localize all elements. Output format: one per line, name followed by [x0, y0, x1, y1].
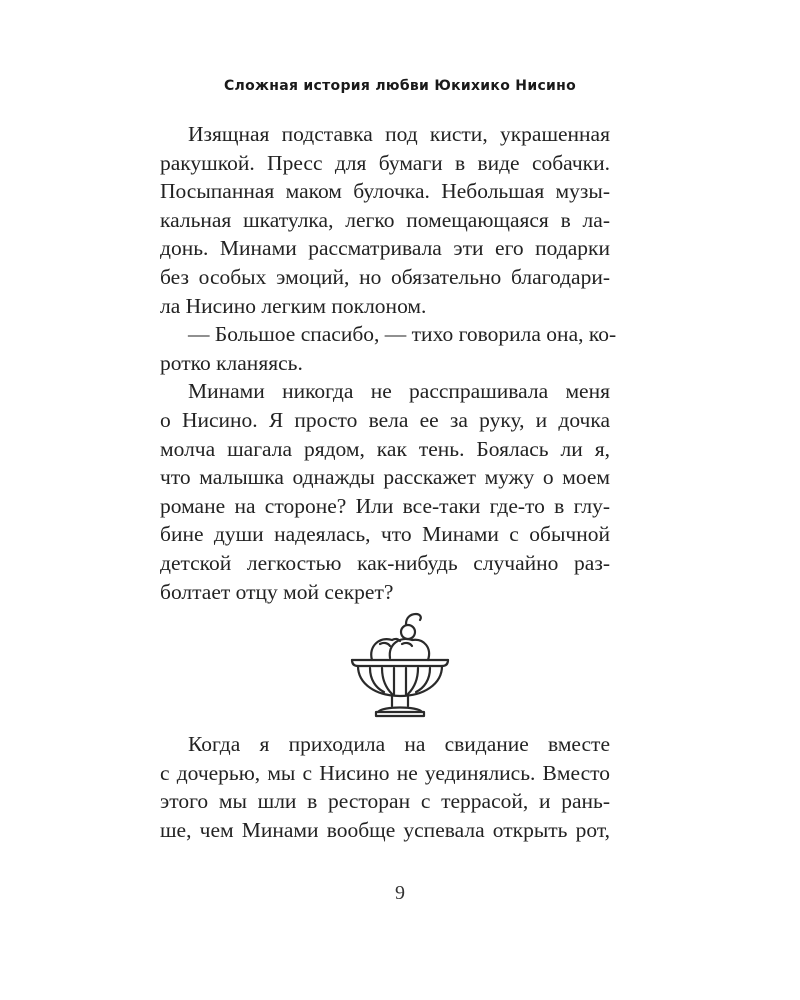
running-header-title: Сложная история любви Юкихико Нисино — [223, 78, 577, 94]
text-line: что малышка однажды расскажет мужу о моем — [160, 465, 610, 490]
text-line: ше, чем Минами вообще успевала открыть рот, — [160, 817, 610, 842]
paragraph-block-2 — [160, 730, 610, 844]
text-line: — Большое спасибо, — тихо говорила она, ко- — [188, 322, 617, 347]
text-line: донь. Минами рассматривала эти его подарки — [160, 236, 610, 261]
text-line: Изящная подставка под кисти, украшенная — [188, 122, 610, 146]
text-line: ла Нисино легким поклоном. — [160, 293, 427, 318]
text-line: этого мы шли в ресторан с террасой, и рань- — [160, 789, 610, 814]
text-line: бине души надеялась, что Минами с обычной — [160, 522, 610, 547]
text-line: кальная шкатулка, легко помещающаяся в ла- — [160, 207, 610, 232]
text-line: с дочерью, мы с Нисино не уединялись. Вместо — [160, 760, 610, 785]
text-line: Посыпанная маком булочка. Небольшая музы- — [160, 179, 610, 204]
text-line: ротко кланяясь. — [160, 350, 303, 375]
ice-cream-sundae-icon — [340, 608, 460, 724]
text-line: детской легкостью как-нибудь случайно раз- — [160, 550, 610, 575]
page-number: 9 — [395, 882, 405, 904]
text-line: Когда я приходила на свидание вместе — [188, 732, 610, 756]
text-line: романе на стороне? Или все-таки где-то в глу- — [160, 493, 610, 518]
text-line: ракушкой. Пресс для бумаги в виде собачки. — [160, 150, 610, 175]
text-line: без особых эмоций, но обязательно благодари- — [160, 264, 610, 289]
paragraph-block-1 — [160, 120, 617, 606]
text-line: молча шагала рядом, как тень. Боялась ли я, — [160, 436, 610, 461]
text-line: о Нисино. Я просто вела ее за руку, и дочка — [160, 407, 610, 432]
text-line: болтает отцу мой секрет? — [160, 579, 394, 604]
text-line: Минами никогда не расспрашивала меня — [188, 379, 610, 404]
